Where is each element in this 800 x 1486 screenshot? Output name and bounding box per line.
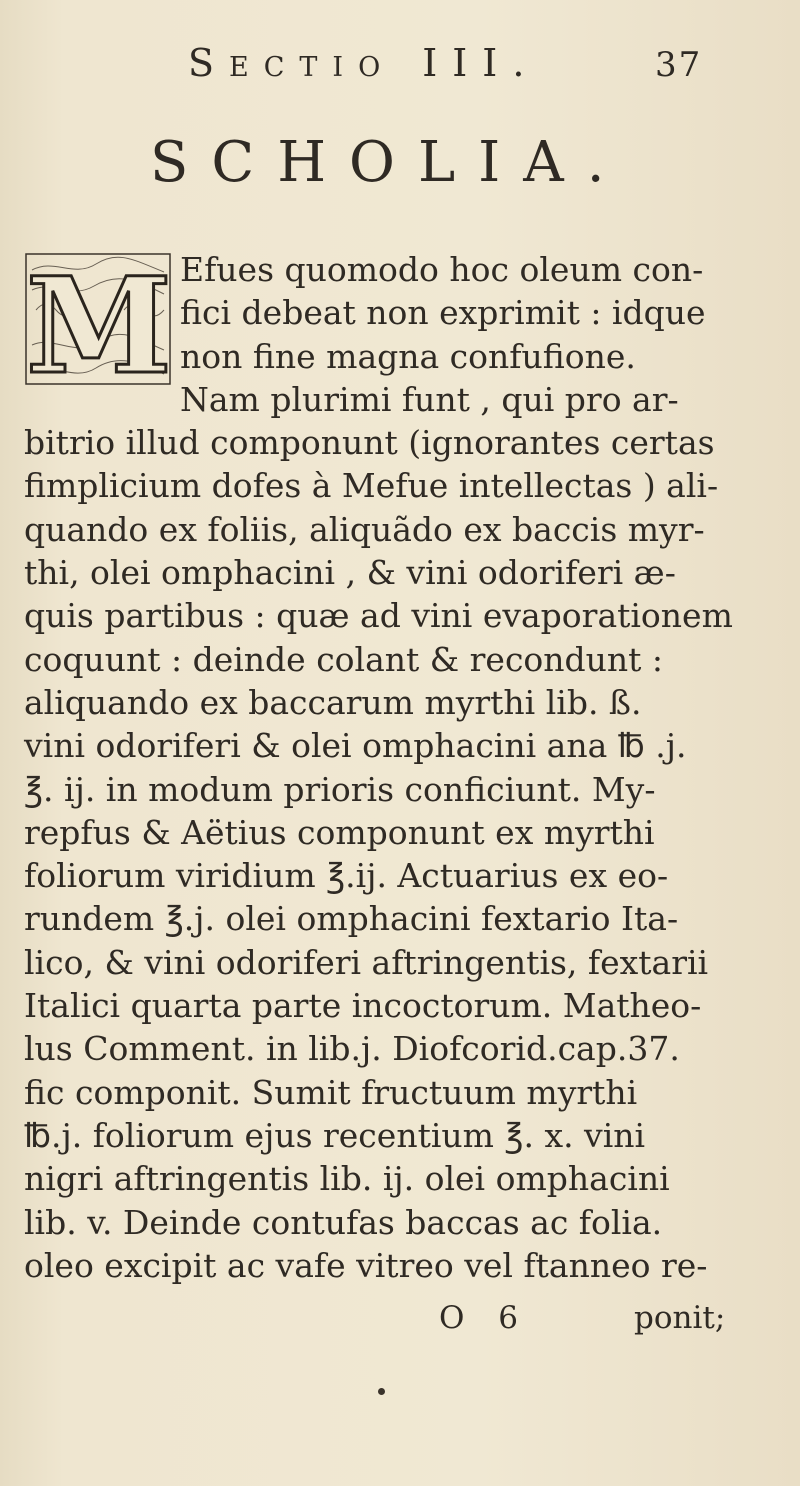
scholia-body-text	[24, 248, 772, 1287]
text-line: Efues quomodo hoc oleum con-	[180, 250, 704, 289]
running-head	[0, 38, 800, 88]
text-line: ℔.j. foliorum ejus recentium ℥. x. vini	[24, 1115, 646, 1155]
text-line: fimplicium dofes à Mefue intellectas ) ali-	[24, 466, 719, 506]
text-line: nigri aftringentis lib. ij. olei omphacini	[24, 1159, 670, 1199]
text-line: Nam plurimi funt , qui pro ar-	[180, 379, 679, 419]
signature-mark: O 6	[439, 1300, 530, 1336]
text-line: fici debeat non exprimit : idque	[180, 293, 706, 333]
catchword: ponit;	[634, 1300, 726, 1336]
text-line: repfus & Aëtius componunt ex myrthi	[24, 812, 655, 852]
text-line: bitrio illud componunt (ignorantes certas	[24, 423, 715, 463]
text-line: foliorum viridium ℥.ij. Actuarius ex eo-	[24, 856, 669, 896]
text-line: quando ex foliis, aliquãdo ex baccis myr-	[24, 509, 705, 549]
text-line: vini odoriferi & olei omphacini ana ℔ .j.	[24, 726, 687, 766]
catchline	[24, 1300, 772, 1344]
page-ornament-dot	[378, 1388, 385, 1395]
page-number: 37	[655, 45, 703, 85]
running-head-title: Sectio III.	[188, 41, 540, 85]
text-line: thi, olei omphacini , & vini odoriferi æ-	[24, 553, 676, 593]
text-line: rundem ℥.j. olei omphacini fextario Ita-	[24, 899, 679, 939]
initial-letter-glyph: M	[25, 250, 173, 390]
text-line: non fine magna confufione.	[180, 336, 636, 376]
text-line: lus Comment. in lib.j. Diofcorid.cap.37.	[24, 1029, 680, 1069]
text-line: aliquando ex baccarum myrthi lib. ß.	[24, 682, 642, 722]
section-heading: SCHOLIA.	[150, 130, 628, 195]
text-line: quis partibus : quæ ad vini evaporationem	[24, 596, 733, 636]
text-line: lib. v. Deinde contufas baccas ac folia.	[24, 1202, 663, 1242]
text-line: Italici quarta parte incoctorum. Matheo-	[24, 986, 702, 1026]
text-line: oleo excipit ac vafe vitreo vel ftanneo re-	[24, 1245, 708, 1285]
text-line: ℥. ij. in modum prioris conficiunt. My-	[24, 769, 656, 809]
text-line: fic componit. Sumit fructuum myrthi	[24, 1072, 638, 1112]
text-line: lico, & vini odoriferi aftringentis, fextarii	[24, 942, 709, 982]
text-line: coquunt : deinde colant & recondunt :	[24, 639, 664, 679]
